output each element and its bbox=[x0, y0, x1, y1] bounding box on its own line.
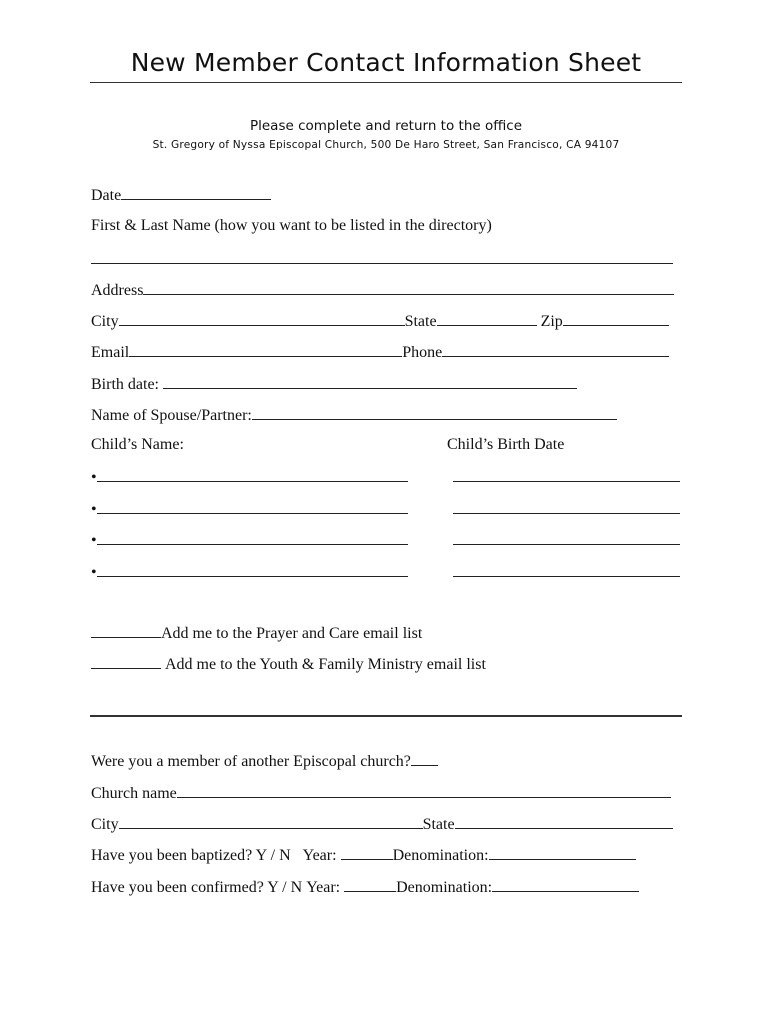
church-name-field[interactable] bbox=[177, 782, 671, 798]
child-name-field[interactable] bbox=[97, 561, 408, 577]
birth-date-label: Birth date: bbox=[91, 376, 159, 393]
child-birth-row bbox=[453, 466, 680, 488]
child-birth-field[interactable] bbox=[453, 529, 680, 545]
child-birth-row bbox=[453, 529, 680, 551]
confirmed-denomination-field[interactable] bbox=[492, 876, 639, 892]
spouse-field[interactable] bbox=[252, 404, 617, 420]
baptized-denomination-label: Denomination: bbox=[392, 847, 489, 864]
child-name-field[interactable] bbox=[97, 466, 408, 482]
section-divider bbox=[90, 715, 682, 717]
church-address-text: St. Gregory of Nyssa Episcopal Church, 500 De Haro Street, San Francisco, CA 94107 bbox=[152, 139, 620, 151]
church-state-label: State bbox=[422, 816, 455, 833]
child-birth-row bbox=[453, 498, 680, 520]
zip-field[interactable] bbox=[563, 310, 669, 326]
prayer-list-label: Add me to the Prayer and Care email list bbox=[161, 625, 423, 642]
state-field[interactable] bbox=[437, 310, 537, 326]
church-name-row bbox=[91, 782, 671, 804]
city-state-zip-row bbox=[91, 310, 669, 332]
child-row bbox=[91, 529, 408, 551]
child-birth-field[interactable] bbox=[453, 498, 680, 514]
spouse-row bbox=[91, 404, 617, 426]
email-field[interactable] bbox=[129, 341, 402, 357]
name-field[interactable] bbox=[91, 248, 673, 264]
city-label: City bbox=[91, 313, 119, 330]
baptized-row bbox=[91, 844, 636, 866]
address-field[interactable] bbox=[143, 279, 674, 295]
church-city-field[interactable] bbox=[119, 813, 423, 829]
page-title: New Member Contact Information Sheet bbox=[130, 48, 642, 77]
prayer-list-checkbox[interactable] bbox=[91, 622, 161, 638]
bullet-icon: • bbox=[91, 469, 97, 486]
church-city-label: City bbox=[91, 816, 119, 833]
member-answer-field[interactable] bbox=[411, 750, 438, 766]
child-name-field[interactable] bbox=[97, 529, 408, 545]
confirmed-denomination-label: Denomination: bbox=[396, 879, 493, 896]
confirmed-row bbox=[91, 876, 639, 898]
child-row bbox=[91, 561, 408, 583]
name-line-row bbox=[91, 248, 673, 270]
child-row bbox=[91, 498, 408, 520]
zip-label: Zip bbox=[540, 313, 563, 330]
church-city-state-row bbox=[91, 813, 673, 835]
bullet-icon: • bbox=[91, 501, 97, 518]
date-row bbox=[91, 184, 271, 206]
youth-list-checkbox[interactable] bbox=[91, 653, 161, 669]
instructions-text: Please complete and return to the office bbox=[249, 118, 523, 134]
child-birth-field[interactable] bbox=[453, 561, 680, 577]
email-phone-row bbox=[91, 341, 669, 363]
confirmed-year-field[interactable] bbox=[344, 876, 396, 892]
child-birth-field[interactable] bbox=[453, 466, 680, 482]
baptized-year-label: Year: bbox=[302, 847, 337, 864]
baptized-year-field[interactable] bbox=[341, 844, 393, 860]
name-label: First & Last Name (how you want to be listed in the directory) bbox=[91, 217, 492, 234]
title-underline bbox=[90, 82, 682, 83]
member-question-label: Were you a member of another Episcopal church? bbox=[91, 753, 411, 770]
youth-list-label: Add me to the Youth & Family Ministry email list bbox=[165, 656, 486, 673]
prayer-list-row bbox=[91, 622, 422, 644]
member-question-row bbox=[91, 750, 438, 772]
spouse-label: Name of Spouse/Partner: bbox=[91, 407, 252, 424]
address-row bbox=[91, 279, 674, 301]
bullet-icon: • bbox=[91, 532, 97, 549]
child-name-header bbox=[91, 435, 184, 455]
city-field[interactable] bbox=[119, 310, 405, 326]
name-row bbox=[91, 216, 492, 236]
date-field[interactable] bbox=[121, 184, 271, 200]
confirmed-label: Have you been confirmed? Y / N bbox=[91, 879, 303, 896]
church-state-field[interactable] bbox=[455, 813, 673, 829]
baptized-label: Have you been baptized? Y / N bbox=[91, 847, 291, 864]
confirmed-year-label: Year: bbox=[306, 879, 341, 896]
birth-date-row bbox=[91, 373, 577, 395]
child-name-label: Child’s Name: bbox=[91, 436, 184, 453]
child-birth-row bbox=[453, 561, 680, 583]
baptized-denomination-field[interactable] bbox=[489, 844, 636, 860]
child-birth-header bbox=[447, 435, 564, 455]
bullet-icon: • bbox=[91, 564, 97, 581]
child-name-field[interactable] bbox=[97, 498, 408, 514]
date-label: Date bbox=[91, 187, 122, 204]
youth-list-row bbox=[91, 653, 486, 675]
phone-field[interactable] bbox=[442, 341, 669, 357]
email-label: Email bbox=[91, 344, 130, 361]
address-label: Address bbox=[91, 282, 144, 299]
child-birth-label: Child’s Birth Date bbox=[447, 436, 565, 453]
phone-label: Phone bbox=[402, 344, 443, 361]
state-label: State bbox=[404, 313, 437, 330]
child-row bbox=[91, 466, 408, 488]
church-name-label: Church name bbox=[91, 785, 177, 802]
birth-date-field[interactable] bbox=[163, 373, 577, 389]
